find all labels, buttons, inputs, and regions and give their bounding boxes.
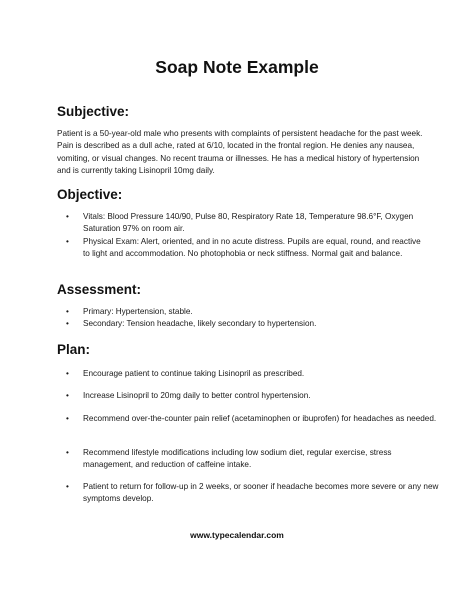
list-item [66, 236, 426, 261]
assessment-list [66, 306, 426, 331]
list-item-text: Increase Lisinopril to 20mg daily to better control hypertension. [83, 391, 311, 400]
list-item [66, 481, 443, 506]
list-item [66, 390, 443, 402]
plan-heading: Plan: [57, 342, 91, 357]
list-item [66, 413, 443, 425]
bullet-icon: • [66, 319, 69, 329]
subjective-text: Patient is a 50-year-old male who presents with complaints of persistent headache for the past week. Pain is described as a dull ache, rated at 6/10, located in the frontal region. He denies any nausea, vomiting, or visual changes. No recent trauma or illnesses. He has a medical history of hypertension and is currently taking Lisinopril 10mg daily. [57, 129, 423, 176]
list-item-text: Encourage patient to continue taking Lisinopril as prescribed. [83, 369, 305, 378]
bullet-icon: • [66, 369, 69, 378]
document-title: Soap Note Example [155, 57, 319, 77]
list-item-text: Patient to return for follow-up in 2 weeks, or sooner if headache becomes more severe or any new symptoms develop. [83, 482, 439, 504]
list-item [66, 211, 426, 236]
list-item-text: Secondary: Tension headache, likely secondary to hypertension. [83, 319, 317, 329]
list-item [66, 318, 426, 330]
bullet-icon: • [66, 307, 69, 316]
bullet-icon: • [66, 414, 69, 423]
list-item-text: Recommend lifestyle modifications including low sodium diet, regular exercise, stress management, and reduction of caffeine intake. [83, 448, 392, 470]
list-item-text: Primary: Hypertension, stable. [83, 307, 193, 316]
assessment-heading: Assessment: [57, 282, 142, 297]
list-item-text: Physical Exam: Alert, oriented, and in no acute distress. Pupils are equal, round, and reactive to light and accommodation. No photophobia or neck stiffness. Normal gait and balance. [83, 236, 421, 259]
list-item [66, 447, 443, 472]
subjective-heading: Subjective: [57, 104, 130, 119]
footer-website: www.typecalendar.com [190, 530, 284, 540]
bullet-icon: • [66, 482, 69, 491]
list-item [66, 306, 426, 318]
bullet-icon: • [66, 236, 69, 246]
objective-heading: Objective: [57, 187, 123, 202]
list-item-text: Recommend over-the-counter pain relief (acetaminophen or ibuprofen) for headaches as needed. [83, 414, 437, 423]
bullet-icon: • [66, 212, 69, 221]
list-item-text: Vitals: Blood Pressure 140/90, Pulse 80, Respiratory Rate 18, Temperature 98.6°F, Oxygen Saturation 97% on room air. [83, 212, 414, 234]
objective-list [66, 211, 426, 261]
bullet-icon: • [66, 448, 69, 457]
bullet-icon: • [66, 391, 69, 400]
list-item [66, 368, 443, 380]
